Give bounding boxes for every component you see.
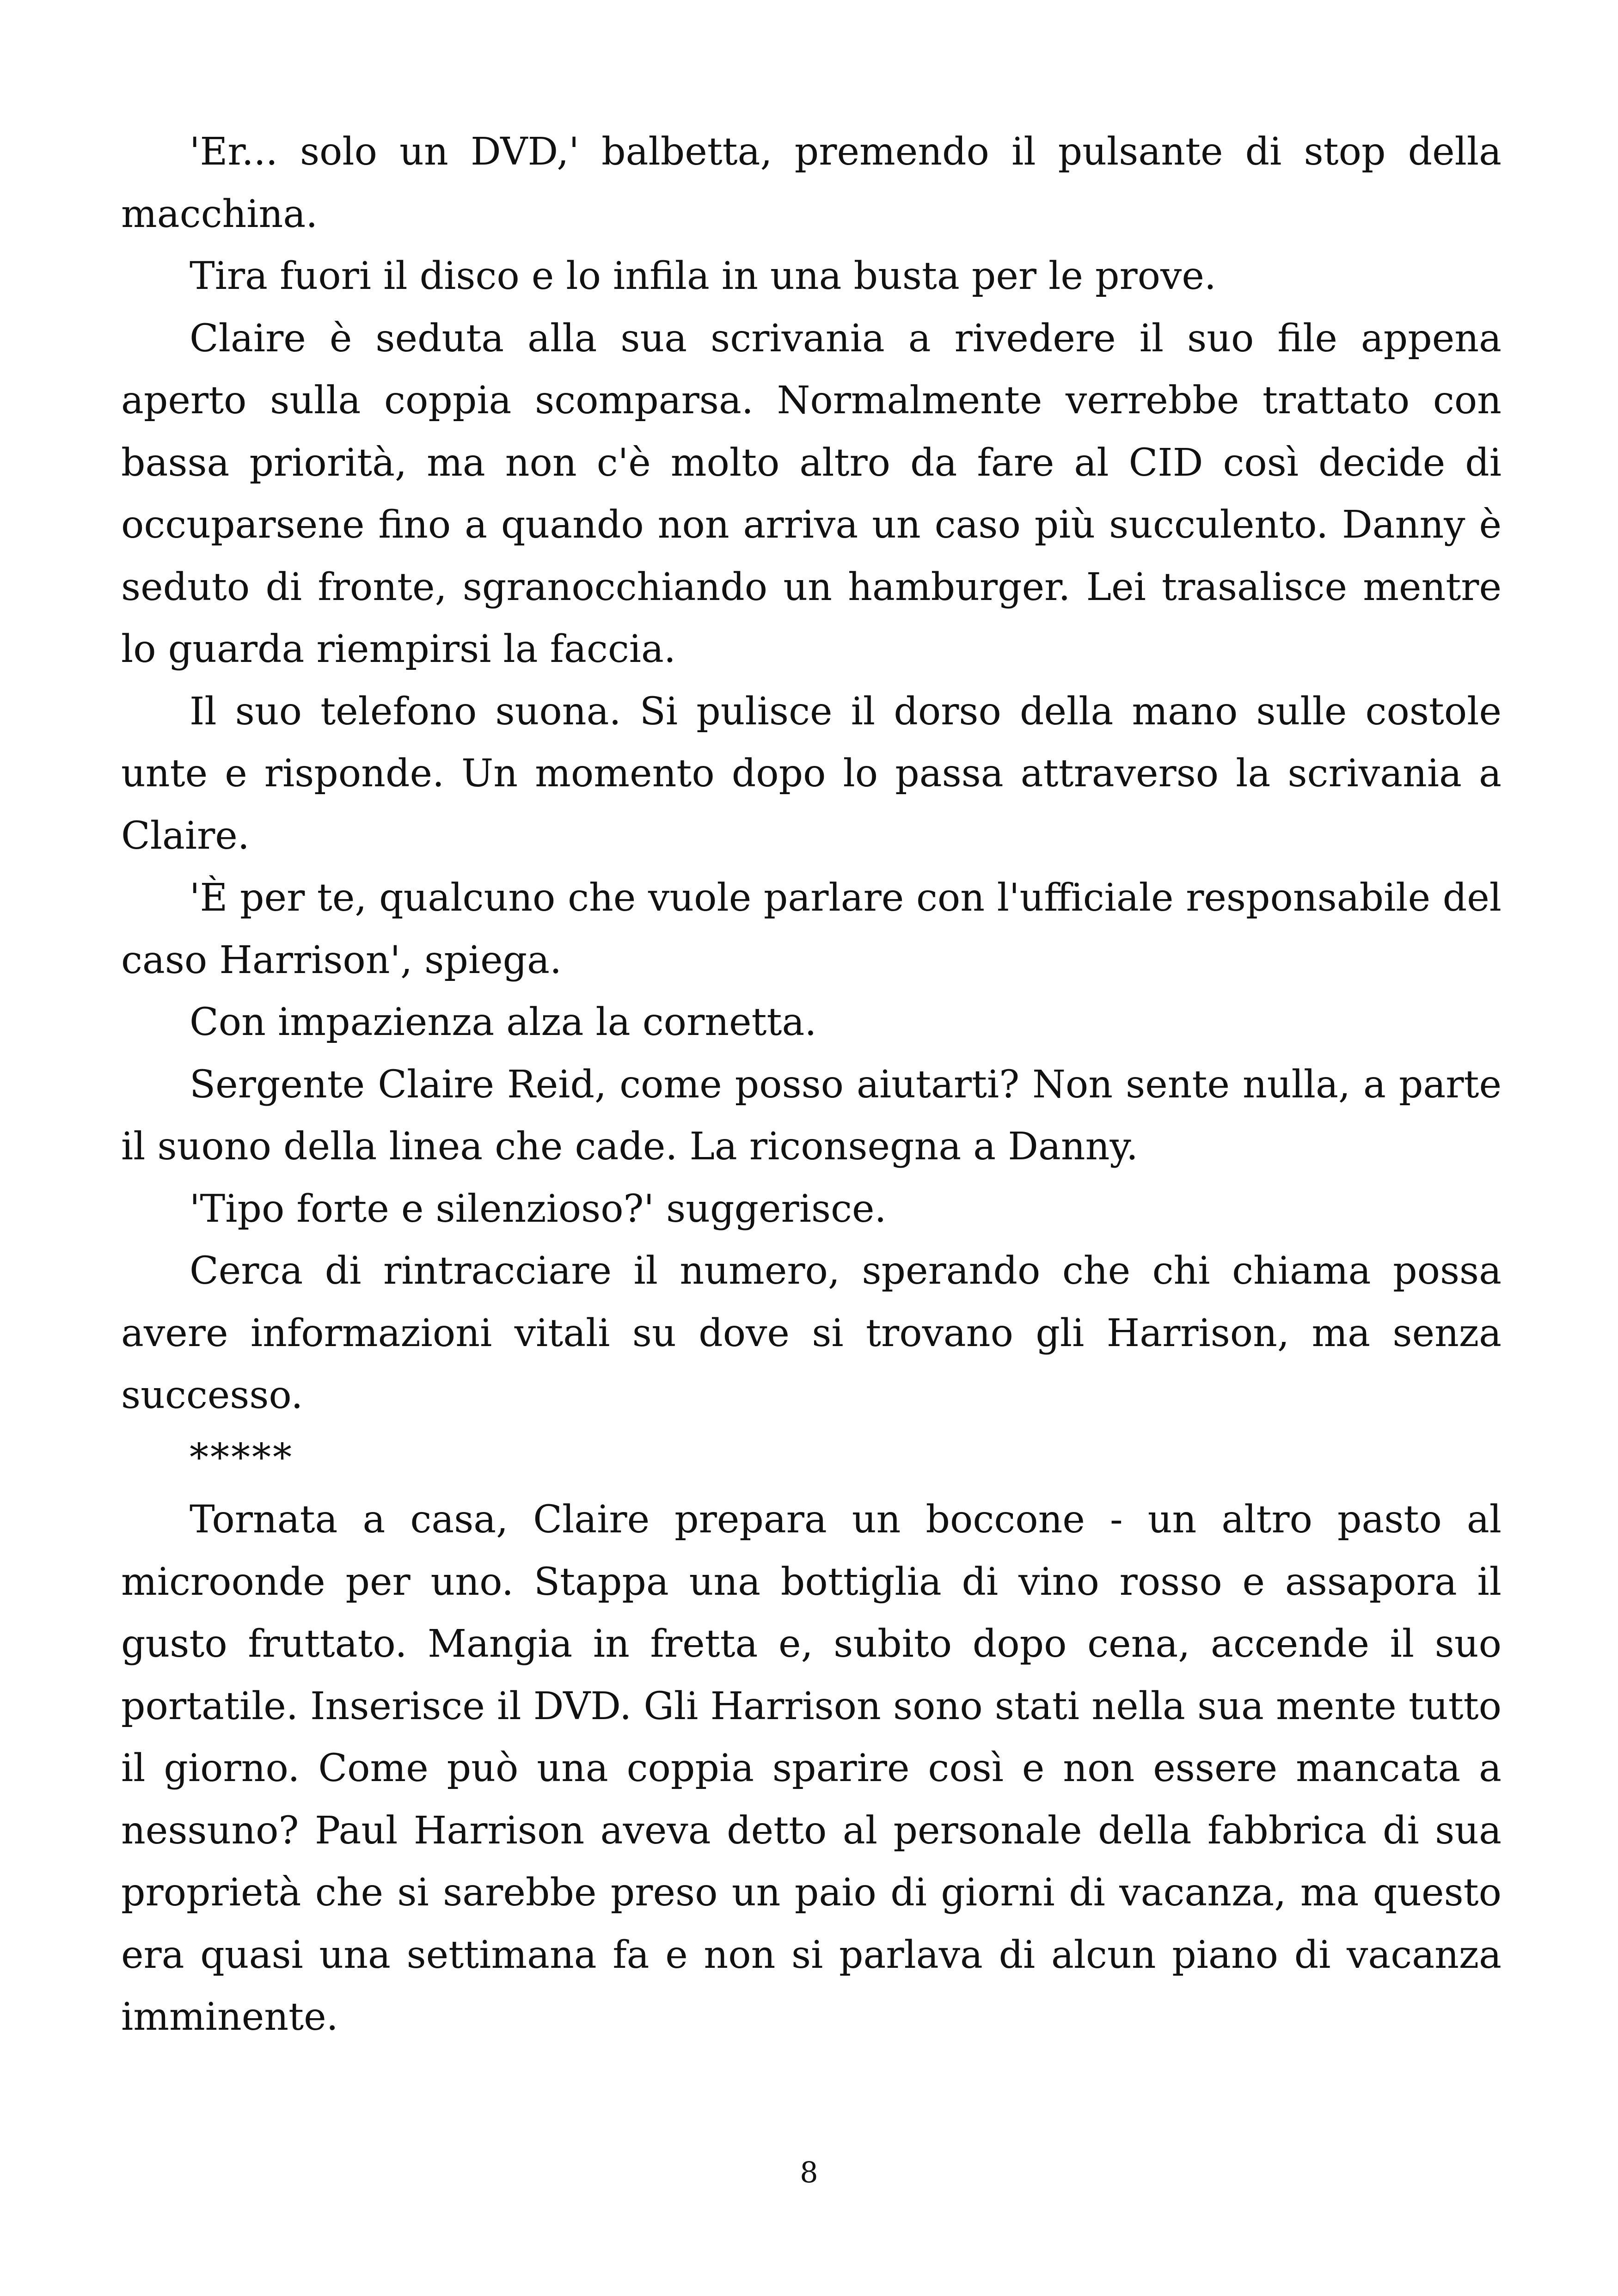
scene-break: ***** (190, 1435, 294, 1480)
body-text (121, 121, 1502, 2049)
page-number: 8 (800, 2155, 818, 2189)
paragraph: Claire è seduta alla sua scrivania a rivedere il suo file appena aperto sulla coppia scomparsa. Normalmente verrebbe trattato con bassa priorità, ma non c'è molto altro da fare al CID così decide di occuparsene fino a quando non arriva un caso più succulento. Danny è seduto di fronte, sgranocchiando un hamburger. Lei trasalisce mentre lo guarda riempirsi la faccia. (121, 316, 1502, 671)
paragraph: Tira fuori il disco e lo infila in una busta per le prove. (190, 254, 1216, 298)
paragraph: 'Er... solo un DVD,' balbetta, premendo il pulsante di stop della macchina. (121, 130, 1502, 236)
paragraph: Il suo telefono suona. Si pulisce il dorso della mano sulle costole unte e risponde. Un momento dopo lo passa attraverso la scrivania a Claire. (121, 689, 1502, 858)
paragraph: 'È per te, qualcuno che vuole parlare con l'ufficiale responsabile del caso Harrison', spiega. (121, 876, 1502, 982)
paragraph: Con impazienza alza la cornetta. (190, 1000, 817, 1044)
paragraph: Sergente Claire Reid, come posso aiutarti? Non sente nulla, a parte il suono della linea che cade. La riconsegna a Danny. (121, 1062, 1502, 1169)
paragraph: Cerca di rintracciare il numero, sperando che chi chiama possa avere informazioni vitali su dove si trovano gli Harrison, ma senza successo. (121, 1249, 1502, 1417)
paragraph: 'Tipo forte e silenzioso?' suggerisce. (190, 1187, 887, 1231)
paragraph: Tornata a casa, Claire prepara un boccone - un altro pasto al microonde per uno. Stappa una bottiglia di vino rosso e assapora il gusto fruttato. Mangia in fretta e, subito dopo cena, accende il suo portatile. Inserisce il DVD. Gli Harrison sono stati nella sua mente tutto il giorno. Come può una coppia sparire così e non essere mancata a nessuno? Paul Harrison aveva detto al personale della fabbrica di sua proprietà che si sarebbe preso un paio di giorni di vacanza, ma questo era quasi una settimana fa e non si parlava di alcun piano di vacanza imminente. (121, 1498, 1502, 2039)
